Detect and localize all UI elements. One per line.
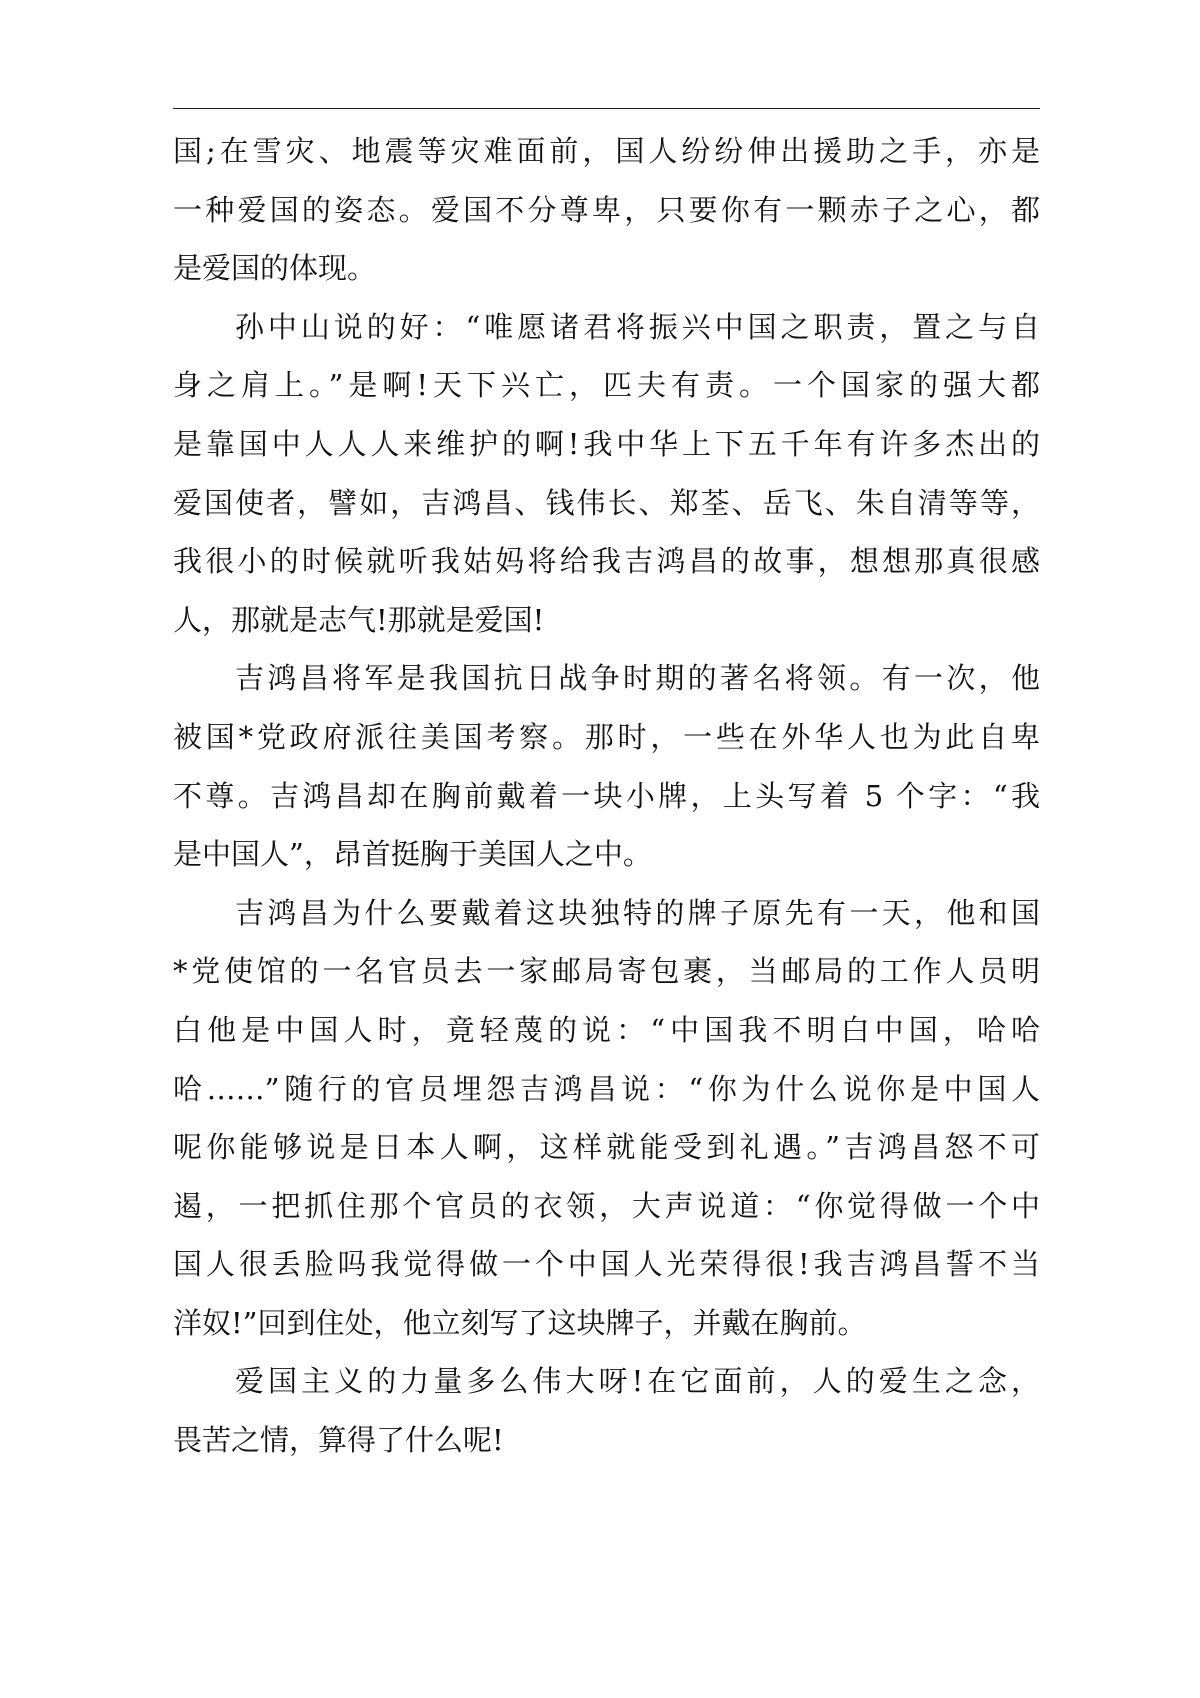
text-line: 是爱国的体现。 <box>173 251 377 286</box>
header-rule <box>173 108 1040 109</box>
text-line: 被国*党政府派往美国考察。那时，一些在外华人也为此自卑 <box>173 719 1040 754</box>
text-line: 人，那就是志气!那就是爱国! <box>173 602 545 637</box>
paragraph-first-line: 吉鸿昌将军是我国抗日战争时期的著名将领。有一次，他 <box>235 661 1040 696</box>
text-line: 白他是中国人时，竟轻蔑的说：“中国我不明白中国，哈哈 <box>173 1012 1040 1047</box>
text-line: *党使馆的一名官员去一家邮局寄包裹，当邮局的工作人员明 <box>173 954 1040 989</box>
paragraph-first-line: 爱国主义的力量多么伟大呀!在它面前，人的爱生之念， <box>235 1364 1040 1399</box>
text-line: 一种爱国的姿态。爱国不分尊卑，只要你有一颗赤子之心，都 <box>173 192 1040 227</box>
text-line: 遏，一把抓住那个官员的衣领，大声说道：“你觉得做一个中 <box>173 1188 1040 1223</box>
paragraph-first-line: 孙中山说的好：“唯愿诸君将振兴中国之职责，置之与自 <box>235 309 1040 344</box>
text-line: 是中国人”，昂首挺胸于美国人之中。 <box>173 837 652 872</box>
text-line: 洋奴!”回到住处，他立刻写了这块牌子，并戴在胸前。 <box>173 1305 867 1340</box>
paragraph-first-line: 吉鸿昌为什么要戴着这块独特的牌子原先有一天，他和国 <box>235 895 1040 930</box>
text-line: 呢你能够说是日本人啊，这样就能受到礼遇。”吉鸿昌怒不可 <box>173 1130 1040 1165</box>
body-text <box>173 122 1040 1470</box>
text-line: 不尊。吉鸿昌却在胸前戴着一块小牌，上头写着 5 个字：“我 <box>173 778 1040 813</box>
text-line: 畏苦之情，算得了什么呢! <box>173 1423 504 1458</box>
text-line: 我很小的时候就听我姑妈将给我吉鸿昌的故事，想想那真很感 <box>173 544 1040 579</box>
text-line: 国人很丢脸吗我觉得做一个中国人光荣得很!我吉鸿昌誓不当 <box>173 1247 1040 1282</box>
text-line: 是靠国中人人人来维护的啊!我中华上下五千年有许多杰出的 <box>173 426 1040 461</box>
text-line: 国;在雪灾、地震等灾难面前，国人纷纷伸出援助之手，亦是 <box>173 134 1040 168</box>
text-line: 哈……”随行的官员埋怨吉鸿昌说：“你为什么说你是中国人 <box>173 1071 1040 1106</box>
text-line: 身之肩上。”是啊!天下兴亡，匹夫有责。一个国家的强大都 <box>173 368 1040 403</box>
text-line: 爱国使者，譬如，吉鸿昌、钱伟长、郑荃、岳飞、朱自清等等， <box>173 485 1040 520</box>
